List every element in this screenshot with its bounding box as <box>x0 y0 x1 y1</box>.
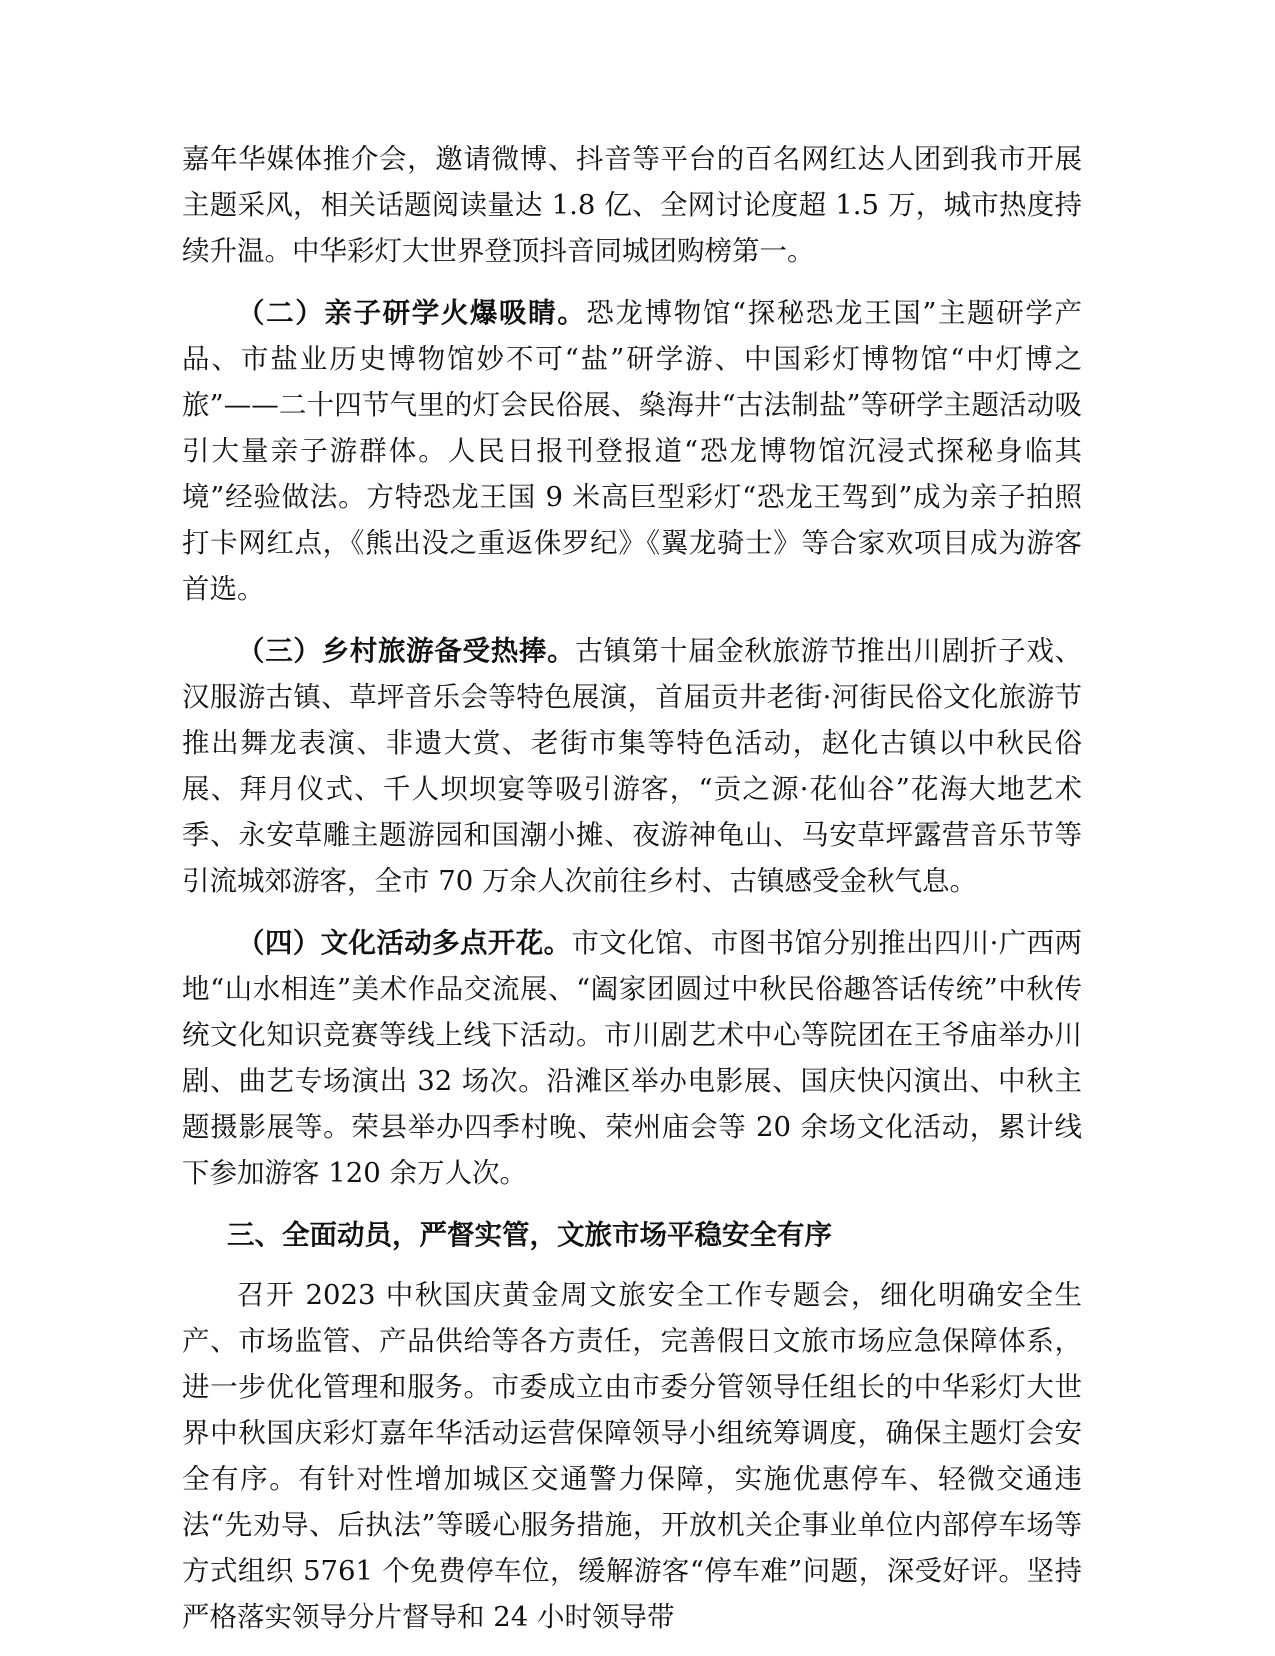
section-body-cultural-activities: 市文化馆、市图书馆分别推出四川·广西两地“山水相连”美术作品交流展、“阖家团圆过中秋民俗趣答话传统”中秋传统文化知识竞赛等线上线下活动。市川剧艺术中心等院团在王爷庙举办川剧、曲艺专场演出 32 场次。沿滩区举办电影展、国庆快闪演出、中秋主题摄影展等。荣县举办四季村晚、荣州庙会等 20 余场文化活动，累计线下参加游客 120 余万人次。 <box>182 927 1082 1189</box>
section-body-parent-child-study: 恐龙博物馆“探秘恐龙王国”主题研学产品、市盐业历史博物馆妙不可“盐”研学游、中国彩灯博物馆“中灯博之旅”——二十四节气里的灯会民俗展、燊海井“古法制盐”等研学主题活动吸引大量亲子游群体。人民日报刊登报道“恐龙博物馆沉浸式探秘身临其境”经验做法。方特恐龙王国 9 米高巨型彩灯“恐龙王驾到”成为亲子拍照打卡网红点，《熊出没之重返侏罗纪》《翼龙骑士》等合家欢项目成为游客首选。 <box>182 297 1083 605</box>
paragraph-rural-tourism <box>182 628 1082 904</box>
section-heading-market-safety: 三、全面动员，严督实管，文旅市场平稳安全有序 <box>227 1219 832 1251</box>
paragraph-media-promotion: 嘉年华媒体推介会，邀请微博、抖音等平台的百名网红达人团到我市开展主题采风，相关话题阅读量达 1.8 亿、全网讨论度超 1.5 万，城市热度持续升温。中华彩灯大世界登顶抖音同城团购榜第一。 <box>182 143 1082 267</box>
section-lead-rural-tourism: （三）乡村旅游备受热捧。 <box>237 635 576 667</box>
section-lead-cultural-activities: （四）文化活动多点开花。 <box>237 927 572 959</box>
section-body-rural-tourism: 古镇第十届金秋旅游节推出川剧折子戏、汉服游古镇、草坪音乐会等特色展演，首届贡井老街·河街民俗文化旅游节推出舞龙表演、非遗大赏、老街市集等特色活动，赵化古镇以中秋民俗展、拜月仪式、千人坝坝宴等吸引游客，“贡之源·花仙谷”花海大地艺术季、永安草雕主题游园和国潮小摊、夜游神龟山、马安草坪露营音乐节等引流城郊游客，全市 70 万余人次前往乡村、古镇感受金秋气息。 <box>182 635 1083 897</box>
document-page <box>182 136 1082 1656</box>
section-lead-parent-child-study: （二）亲子研学火爆吸睛。 <box>237 297 587 329</box>
paragraph-parent-child-study <box>182 290 1082 612</box>
paragraph-safety-measures: 召开 2023 中秋国庆黄金周文旅安全工作专题会，细化明确安全生产、市场监管、产品供给等各方责任，完善假日文旅市场应急保障体系，进一步优化管理和服务。市委成立由市委分管领导任组长的中华彩灯大世界中秋国庆彩灯嘉年华活动运营保障领导小组统筹调度，确保主题灯会安全有序。有针对性增加城区交通警力保障，实施优惠停车、轻微交通违法“先劝导、后执法”等暖心服务措施，开放机关企事业单位内部停车场等方式组织 5761 个免费停车位，缓解游客“停车难”问题，深受好评。坚持严格落实领导分片督导和 24 小时领导带 <box>182 1279 1082 1633</box>
paragraph-cultural-activities <box>182 920 1082 1196</box>
